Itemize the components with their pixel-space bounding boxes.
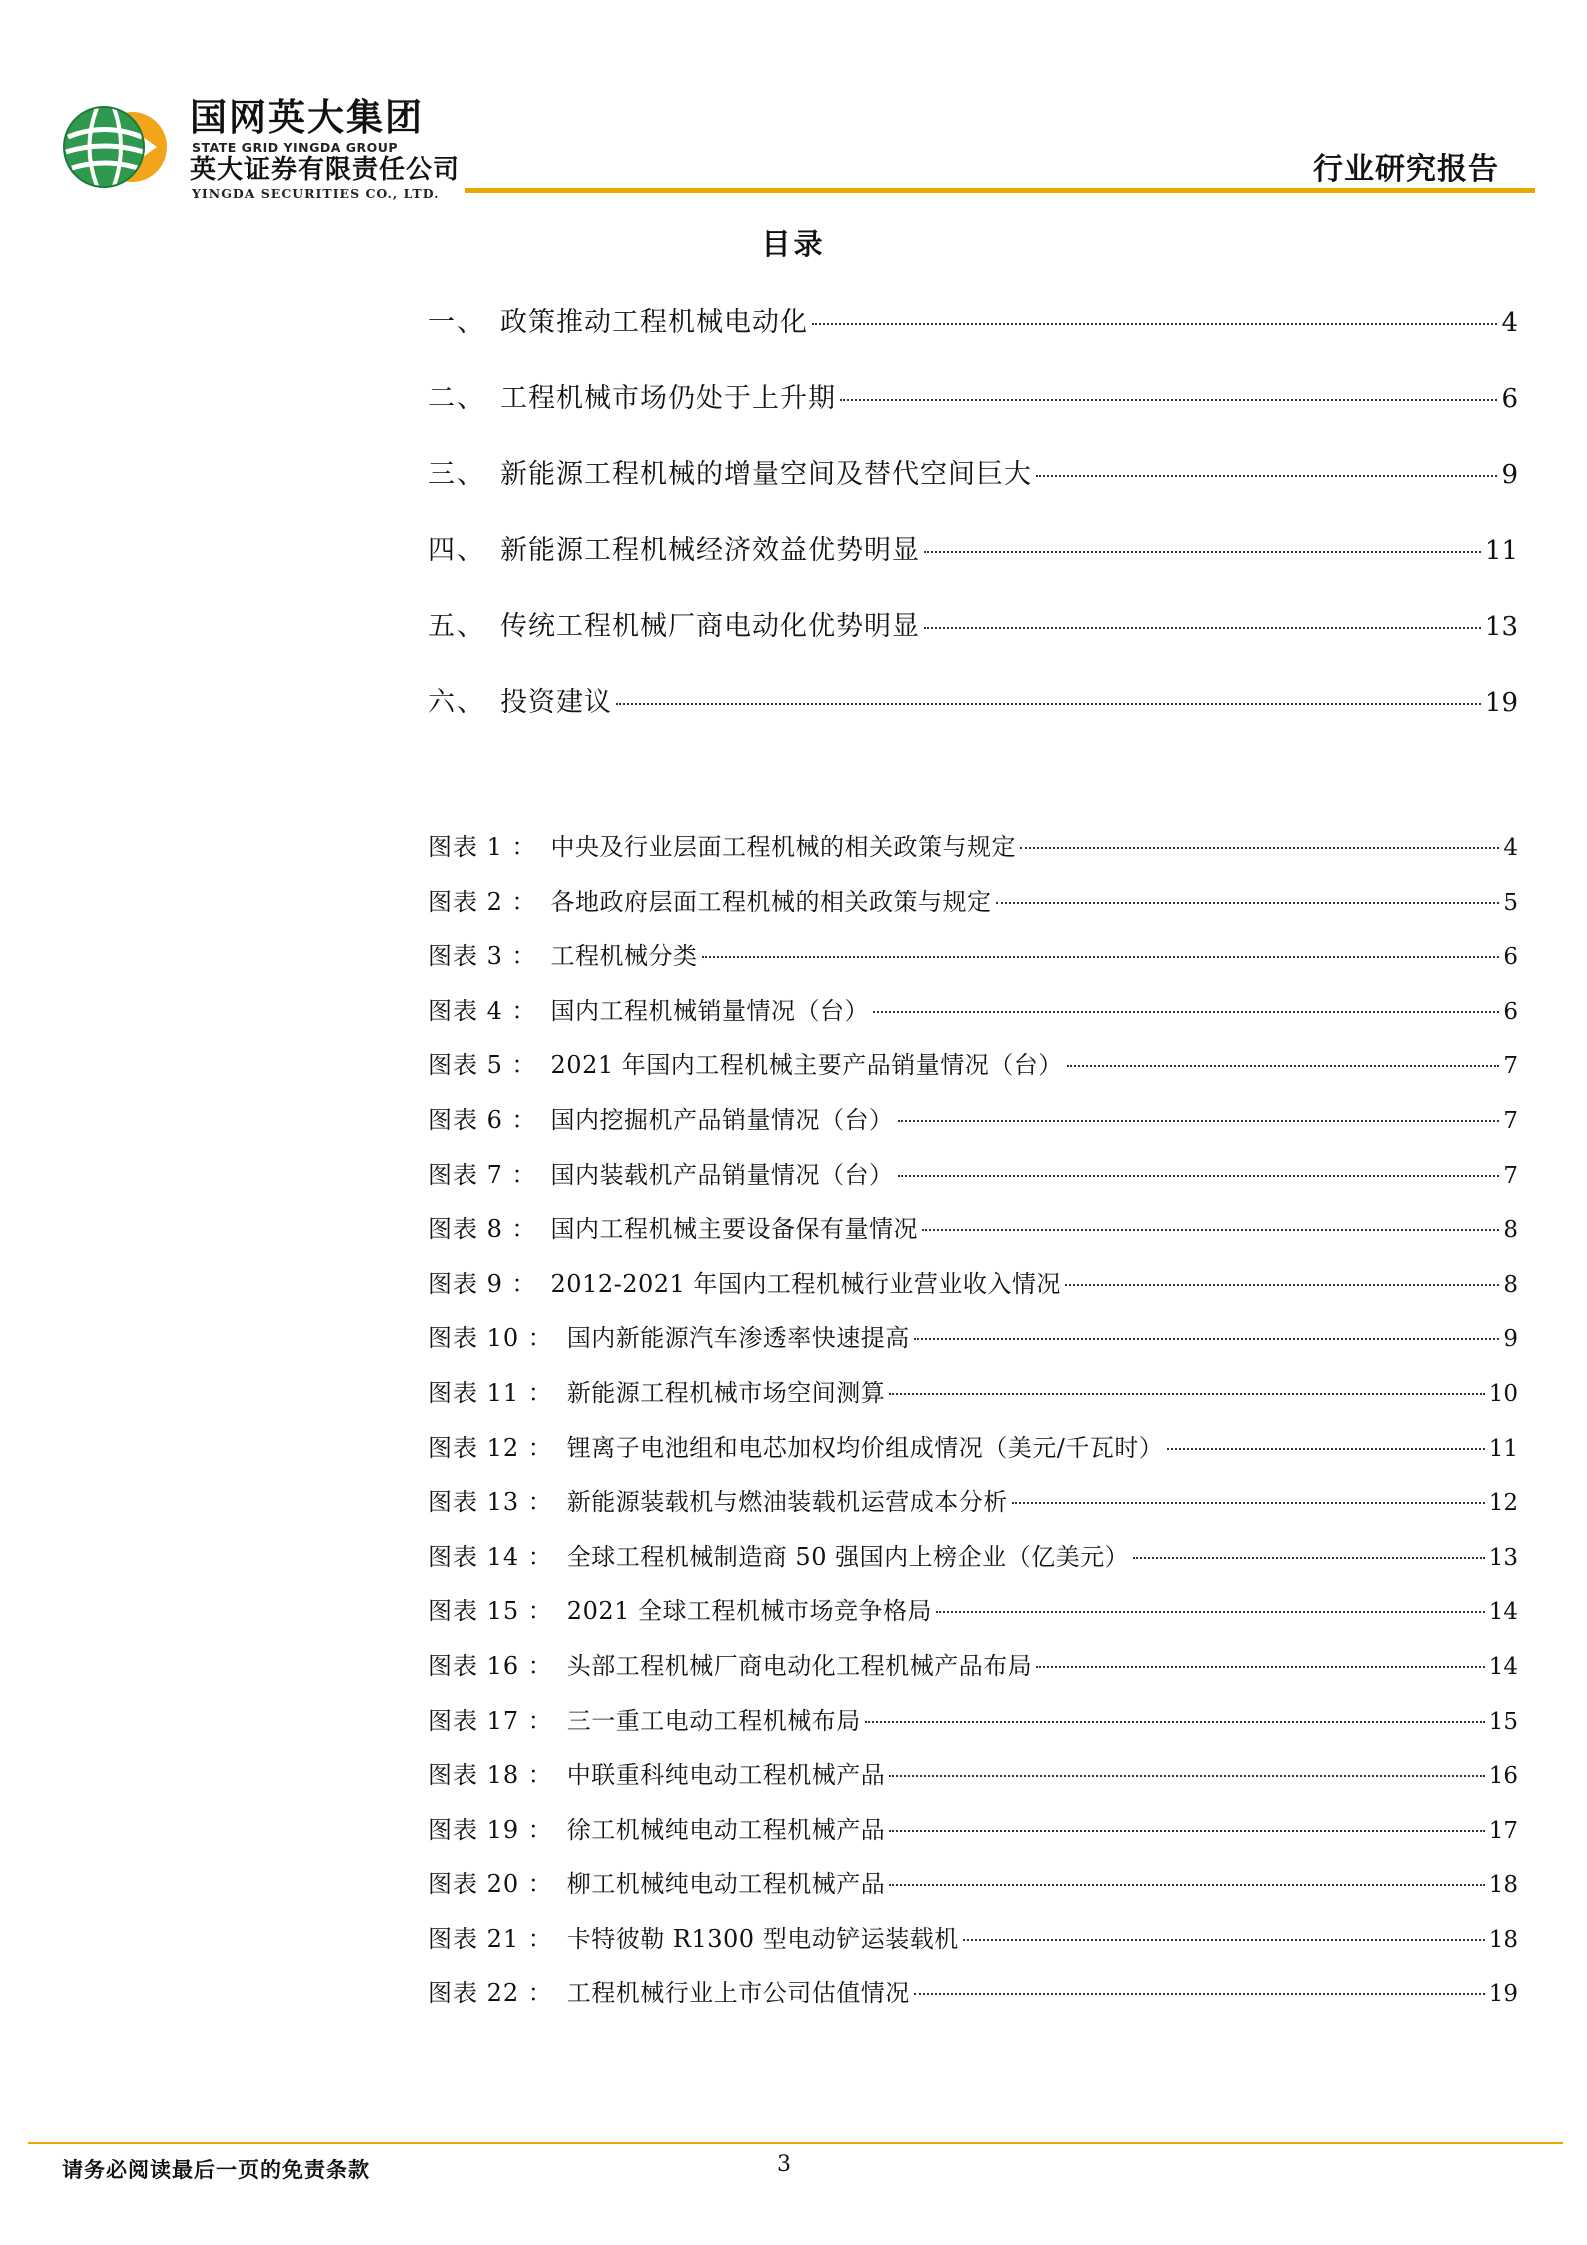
toc-figure-entry[interactable] bbox=[428, 1100, 1518, 1155]
figure-entry-title: 国内挖掘机产品销量情况（台） bbox=[550, 1105, 894, 1134]
figure-entry-page: 5 bbox=[1503, 889, 1518, 916]
toc-entry-page: 9 bbox=[1501, 460, 1518, 490]
figure-entry-title: 国内工程机械销量情况（台） bbox=[550, 996, 870, 1025]
figure-entry-title: 全球工程机械制造商 50 强国内上榜企业（亿美元） bbox=[566, 1542, 1130, 1571]
toc-figure-entry[interactable] bbox=[428, 1264, 1518, 1319]
toc-figure-entry[interactable] bbox=[428, 1919, 1518, 1974]
dot-leader bbox=[865, 1721, 1485, 1723]
toc-title: 目录 bbox=[761, 227, 826, 261]
toc-figure-entry[interactable] bbox=[428, 827, 1518, 882]
dot-leader bbox=[898, 1120, 1500, 1122]
figure-entry-label: 图表 15 ： bbox=[428, 1597, 553, 1626]
figure-entry-label: 图表 6 ： bbox=[428, 1105, 537, 1134]
figure-entry-title: 柳工机械纯电动工程机械产品 bbox=[566, 1870, 886, 1899]
toc-section-entry[interactable] bbox=[428, 300, 1518, 376]
dot-leader bbox=[889, 1830, 1484, 1832]
figure-entry-page: 16 bbox=[1488, 1763, 1518, 1790]
figure-entry-page: 10 bbox=[1488, 1380, 1518, 1407]
toc-entry-number: 六、 bbox=[428, 687, 486, 718]
figure-entry-title: 三一重工电动工程机械布局 bbox=[566, 1706, 861, 1735]
toc-entry-page: 13 bbox=[1484, 612, 1518, 642]
dot-leader bbox=[1012, 1502, 1485, 1504]
state-grid-globe-icon bbox=[62, 92, 172, 202]
figure-entry-title: 徐工机械纯电动工程机械产品 bbox=[566, 1815, 886, 1844]
dot-leader bbox=[1067, 1065, 1500, 1067]
figure-entry-label: 图表 2 ： bbox=[428, 887, 537, 916]
figure-entry-page: 17 bbox=[1488, 1817, 1518, 1844]
figure-entry-label: 图表 19 ： bbox=[428, 1815, 553, 1844]
figure-entry-page: 4 bbox=[1503, 835, 1518, 861]
figure-entry-title: 卡特彼勒 R1300 型电动铲运装载机 bbox=[566, 1924, 959, 1953]
toc-entry-page: 11 bbox=[1484, 536, 1518, 566]
toc-figure-entry[interactable] bbox=[428, 1537, 1518, 1592]
dot-leader bbox=[840, 399, 1497, 401]
dot-leader bbox=[924, 551, 1481, 553]
page-number: 3 bbox=[777, 2152, 791, 2177]
figure-entry-title: 2012-2021 年国内工程机械行业营业收入情况 bbox=[550, 1269, 1061, 1298]
figure-entry-page: 7 bbox=[1503, 1107, 1518, 1134]
toc-section-list bbox=[428, 300, 1518, 756]
toc-figure-entry[interactable] bbox=[428, 1373, 1518, 1428]
dot-leader bbox=[889, 1393, 1484, 1395]
toc-figure-entry[interactable] bbox=[428, 882, 1518, 937]
figure-entry-page: 12 bbox=[1488, 1490, 1518, 1517]
dot-leader bbox=[702, 956, 1500, 958]
dot-leader bbox=[1036, 1666, 1484, 1668]
toc-figure-list bbox=[428, 827, 1518, 2028]
figure-entry-title: 新能源工程机械市场空间测算 bbox=[566, 1378, 886, 1407]
figure-entry-label: 图表 17 ： bbox=[428, 1706, 553, 1735]
toc-entry-title: 政策推动工程机械电动化 bbox=[500, 307, 808, 338]
figure-entry-page: 8 bbox=[1503, 1217, 1518, 1244]
figure-entry-title: 2021 年国内工程机械主要产品销量情况（台） bbox=[550, 1051, 1063, 1080]
dot-leader bbox=[914, 1993, 1485, 1995]
toc-entry-title: 传统工程机械厂商电动化优势明显 bbox=[500, 611, 920, 642]
dot-leader bbox=[922, 1229, 1499, 1231]
figure-entry-label: 图表 21 ： bbox=[428, 1924, 553, 1953]
figure-entry-label: 图表 4 ： bbox=[428, 996, 537, 1025]
figure-entry-label: 图表 8 ： bbox=[428, 1215, 537, 1244]
figure-entry-page: 6 bbox=[1503, 944, 1518, 971]
footer-divider bbox=[28, 2142, 1563, 2144]
figure-entry-page: 6 bbox=[1503, 998, 1518, 1025]
dot-leader bbox=[616, 703, 1481, 705]
toc-entry-number: 二、 bbox=[428, 383, 486, 414]
toc-section-entry[interactable] bbox=[428, 604, 1518, 680]
toc-figure-entry[interactable] bbox=[428, 1045, 1518, 1100]
figure-entry-label: 图表 14 ： bbox=[428, 1542, 553, 1571]
figure-entry-page: 13 bbox=[1488, 1544, 1518, 1571]
toc-entry-number: 四、 bbox=[428, 535, 486, 566]
toc-entry-number: 三、 bbox=[428, 459, 486, 490]
figure-entry-title: 国内新能源汽车渗透率快速提高 bbox=[566, 1324, 910, 1353]
toc-entry-number: 一、 bbox=[428, 307, 486, 338]
toc-figure-entry[interactable] bbox=[428, 1701, 1518, 1756]
figure-entry-page: 7 bbox=[1503, 1162, 1518, 1189]
dot-leader bbox=[1036, 475, 1497, 477]
subsidiary-name-cn: 英大证券有限责任公司 bbox=[190, 155, 461, 185]
toc-entry-title: 投资建议 bbox=[500, 687, 612, 718]
toc-entry-title: 新能源工程机械经济效益优势明显 bbox=[500, 535, 920, 566]
toc-figure-entry[interactable] bbox=[428, 1209, 1518, 1264]
toc-entry-title: 工程机械市场仍处于上升期 bbox=[500, 383, 836, 414]
figure-entry-title: 工程机械分类 bbox=[550, 942, 698, 971]
toc-entry-number: 五、 bbox=[428, 611, 486, 642]
figure-entry-title: 头部工程机械厂商电动化工程机械产品布局 bbox=[566, 1651, 1033, 1680]
toc-figure-entry[interactable] bbox=[428, 1591, 1518, 1646]
figure-entry-title: 国内装载机产品销量情况（台） bbox=[550, 1160, 894, 1189]
dot-leader bbox=[1065, 1284, 1499, 1286]
figure-entry-title: 国内工程机械主要设备保有量情况 bbox=[550, 1215, 919, 1244]
figure-entry-label: 图表 20 ： bbox=[428, 1870, 553, 1899]
toc-figure-entry[interactable] bbox=[428, 1428, 1518, 1483]
figure-entry-label: 图表 3 ： bbox=[428, 942, 537, 971]
figure-entry-page: 19 bbox=[1488, 1981, 1518, 2008]
toc-figure-entry[interactable] bbox=[428, 1864, 1518, 1919]
figure-entry-title: 工程机械行业上市公司估值情况 bbox=[566, 1979, 910, 2008]
figure-entry-page: 15 bbox=[1488, 1708, 1518, 1735]
figure-entry-label: 图表 7 ： bbox=[428, 1160, 537, 1189]
figure-entry-label: 图表 5 ： bbox=[428, 1051, 537, 1080]
figure-entry-label: 图表 11 ： bbox=[428, 1378, 553, 1407]
report-type-label: 行业研究报告 bbox=[1313, 152, 1499, 187]
dot-leader bbox=[873, 1011, 1499, 1013]
figure-entry-label: 图表 1 ： bbox=[428, 833, 537, 861]
disclaimer-notice: 请务必阅读最后一页的免责条款 bbox=[62, 2158, 370, 2182]
toc-section-entry[interactable] bbox=[428, 452, 1518, 528]
figure-entry-title: 锂离子电池组和电芯加权均价组成情况（美元/千瓦时） bbox=[566, 1433, 1164, 1462]
dot-leader bbox=[914, 1338, 1500, 1340]
dot-leader bbox=[1020, 847, 1499, 849]
figure-entry-label: 图表 18 ： bbox=[428, 1761, 553, 1790]
toc-entry-page: 19 bbox=[1484, 688, 1518, 718]
figure-entry-label: 图表 9 ： bbox=[428, 1269, 537, 1298]
figure-entry-page: 14 bbox=[1488, 1599, 1518, 1626]
toc-figure-entry[interactable] bbox=[428, 991, 1518, 1046]
toc-figure-entry[interactable] bbox=[428, 1646, 1518, 1701]
header-divider bbox=[465, 188, 1535, 193]
figure-entry-page: 9 bbox=[1503, 1326, 1518, 1353]
dot-leader bbox=[963, 1939, 1485, 1941]
dot-leader bbox=[812, 323, 1497, 325]
figure-entry-title: 2021 全球工程机械市场竞争格局 bbox=[566, 1597, 933, 1626]
figure-entry-page: 14 bbox=[1488, 1653, 1518, 1680]
figure-entry-title: 新能源装载机与燃油装载机运营成本分析 bbox=[566, 1488, 1008, 1517]
figure-entry-page: 8 bbox=[1503, 1271, 1518, 1298]
dot-leader bbox=[889, 1775, 1484, 1777]
toc-entry-title: 新能源工程机械的增量空间及替代空间巨大 bbox=[500, 459, 1032, 490]
figure-entry-label: 图表 22 ： bbox=[428, 1979, 553, 2008]
dot-leader bbox=[1133, 1557, 1485, 1559]
figure-entry-page: 18 bbox=[1488, 1872, 1518, 1899]
toc-section-entry[interactable] bbox=[428, 528, 1518, 604]
figure-entry-label: 图表 10 ： bbox=[428, 1324, 553, 1353]
figure-entry-label: 图表 12 ： bbox=[428, 1433, 553, 1462]
toc-section-entry[interactable] bbox=[428, 376, 1518, 452]
dot-leader bbox=[996, 902, 1500, 904]
toc-figure-entry[interactable] bbox=[428, 1318, 1518, 1373]
figure-entry-page: 18 bbox=[1488, 1926, 1518, 1953]
dot-leader bbox=[1167, 1448, 1484, 1450]
figure-entry-page: 11 bbox=[1488, 1435, 1518, 1462]
figure-entry-title: 中央及行业层面工程机械的相关政策与规定 bbox=[550, 833, 1017, 861]
figure-entry-page: 7 bbox=[1503, 1053, 1518, 1080]
dot-leader bbox=[889, 1884, 1484, 1886]
toc-entry-page: 6 bbox=[1501, 384, 1518, 414]
toc-figure-entry[interactable] bbox=[428, 1482, 1518, 1537]
subsidiary-name-en: YINGDA SECURITIES CO., LTD. bbox=[192, 186, 440, 201]
figure-entry-title: 各地政府层面工程机械的相关政策与规定 bbox=[550, 887, 992, 916]
figure-entry-title: 中联重科纯电动工程机械产品 bbox=[566, 1761, 886, 1790]
toc-entry-page: 4 bbox=[1501, 308, 1518, 338]
figure-entry-label: 图表 16 ： bbox=[428, 1651, 553, 1680]
dot-leader bbox=[898, 1175, 1500, 1177]
company-name-en: STATE GRID YINGDA GROUP bbox=[192, 140, 399, 155]
company-name-cn: 国网英大集团 bbox=[190, 96, 424, 139]
dot-leader bbox=[936, 1611, 1485, 1613]
dot-leader bbox=[924, 627, 1481, 629]
toc-figure-entry[interactable] bbox=[428, 1973, 1518, 2028]
toc-section-entry[interactable] bbox=[428, 680, 1518, 756]
figure-entry-label: 图表 13 ： bbox=[428, 1488, 553, 1517]
toc-figure-entry[interactable] bbox=[428, 1755, 1518, 1810]
toc-figure-entry[interactable] bbox=[428, 936, 1518, 991]
toc-figure-entry[interactable] bbox=[428, 1810, 1518, 1865]
toc-figure-entry[interactable] bbox=[428, 1155, 1518, 1210]
